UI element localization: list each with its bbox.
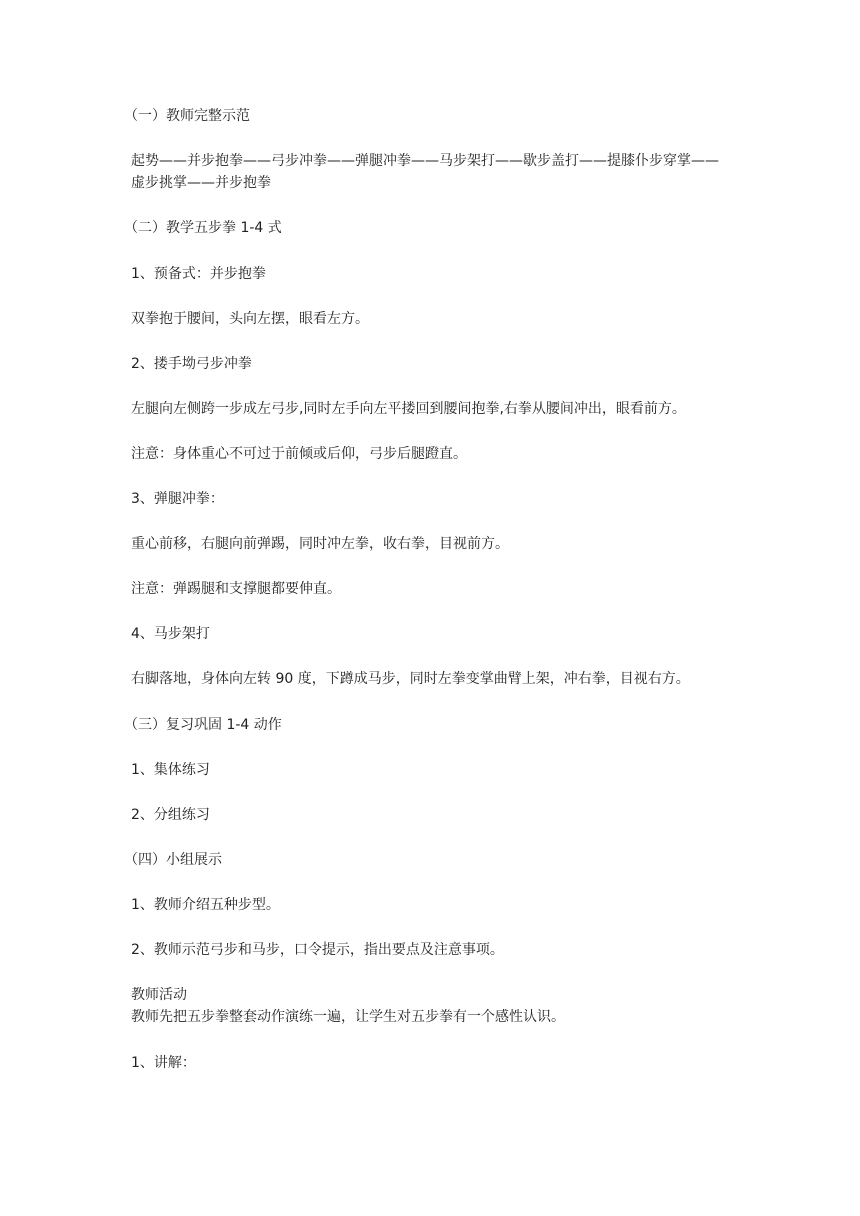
- teacher-activity-heading: 教师活动: [131, 987, 187, 1003]
- step-3-description: 重心前移，右腿向前弹踢，同时冲左拳，收右拳，目视前方。: [131, 536, 509, 552]
- section-heading-4: （四）小组展示: [124, 852, 222, 868]
- step-4-title: 4、马步架打: [131, 626, 210, 642]
- section-heading-1: （一）教师完整示范: [124, 108, 250, 124]
- showcase-item-1: 1、教师介绍五种步型。: [131, 897, 280, 913]
- practice-item-2: 2、分组练习: [131, 807, 210, 823]
- step-3-note: 注意：弹踢腿和支撑腿都要伸直。: [131, 581, 341, 597]
- explanation-item: 1、讲解：: [131, 1055, 196, 1071]
- step-2-description: 左腿向左侧跨一步成左弓步,同时左手向左平搂回到腰间抱拳,右拳从腰间冲出，眼看前方。: [131, 401, 686, 417]
- section-heading-3: （三）复习巩固 1-4 动作: [124, 717, 282, 733]
- step-1-title: 1、预备式：并步抱拳: [131, 266, 266, 282]
- routine-sequence: 起势——并步抱拳——弓步冲拳——弹腿冲拳——马步架打——歇步盖打——提膝仆步穿掌——虚步挑掌——并步抱拳: [131, 153, 719, 191]
- practice-item-1: 1、集体练习: [131, 762, 210, 778]
- step-2-title: 2、搂手坳弓步冲拳: [131, 356, 252, 372]
- teacher-activity-description: 教师先把五步拳整套动作演练一遍，让学生对五步拳有一个感性认识。: [131, 1009, 565, 1025]
- step-1-description: 双拳抱于腰间，头向左摆，眼看左方。: [131, 311, 369, 327]
- step-4-description: 右脚落地，身体向左转 90 度，下蹲成马步，同时左拳变掌曲臂上架，冲右拳，目视右方。: [131, 671, 690, 687]
- showcase-item-2: 2、教师示范弓步和马步，口令提示，指出要点及注意事项。: [131, 942, 504, 958]
- step-3-title: 3、弹腿冲拳：: [131, 491, 224, 507]
- step-2-note: 注意：身体重心不可过于前倾或后仰，弓步后腿蹬直。: [131, 446, 467, 462]
- section-heading-2: （二）教学五步拳 1-4 式: [124, 220, 282, 236]
